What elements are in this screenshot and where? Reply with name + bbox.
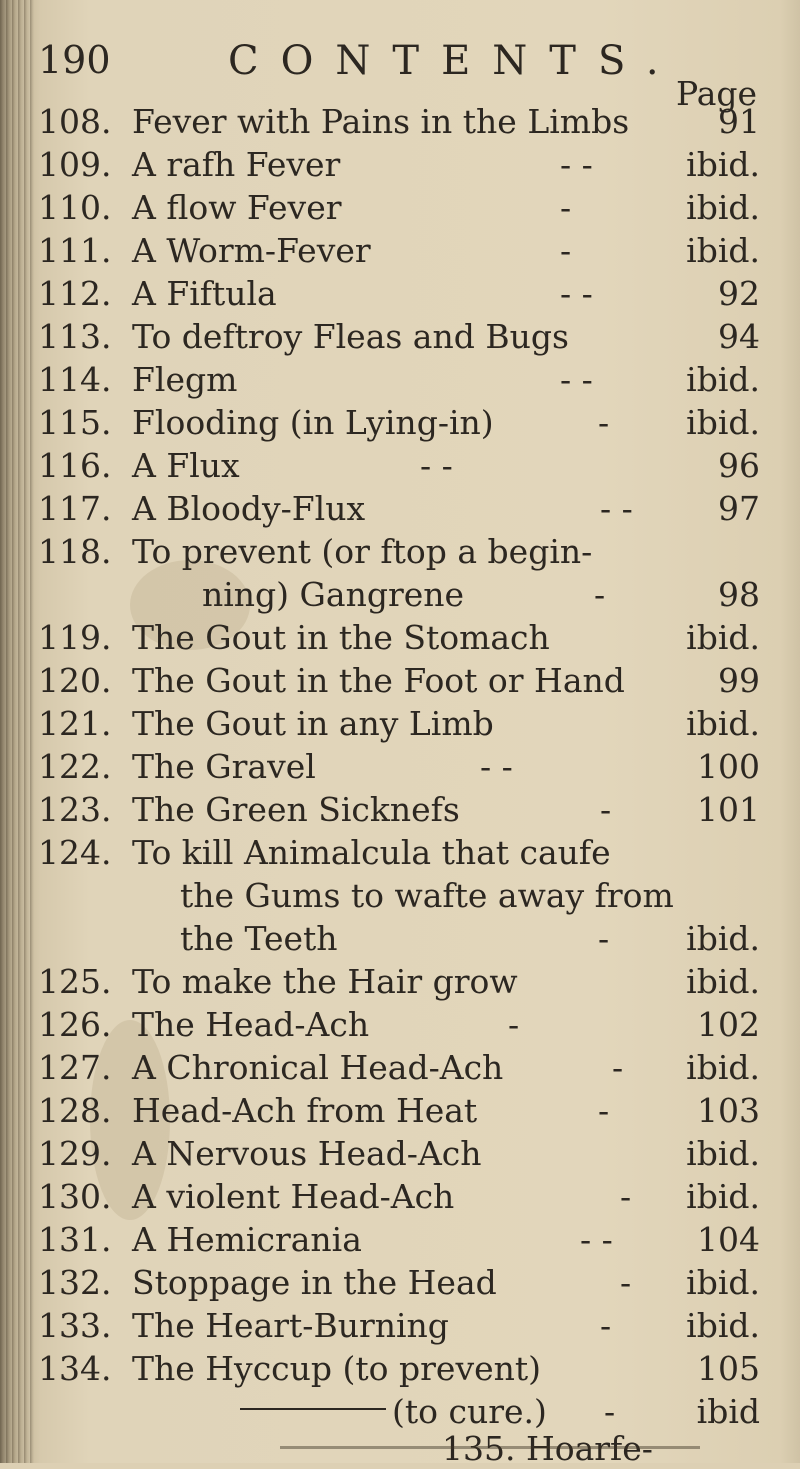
- page-title: CONTENTS.: [228, 38, 681, 84]
- entry-title: Head-Ach from Heat: [132, 1091, 478, 1130]
- entry-title: A Bloody-Flux: [132, 489, 366, 528]
- entry-title: (to cure.): [392, 1392, 547, 1431]
- entry-leader: - -: [560, 145, 593, 184]
- entry-title-continued: the Teeth: [180, 919, 338, 958]
- entry-title: To deftroy Fleas and Bugs: [132, 317, 569, 356]
- entry-title-continued: ning) Gangrene: [202, 575, 465, 614]
- entry-page: 100: [697, 747, 760, 786]
- entry-number: 111.: [38, 231, 112, 270]
- list-item: [0, 960, 800, 1003]
- entry-leader: - -: [420, 446, 453, 485]
- entry-page: 103: [697, 1091, 760, 1130]
- entry-leader: -: [620, 1177, 632, 1216]
- entry-title: The Head-Ach: [132, 1005, 370, 1044]
- entry-page: ibid.: [686, 919, 760, 958]
- entry-title: A Fiftula: [132, 274, 277, 313]
- entry-title: A Nervous Head-Ach: [132, 1134, 482, 1173]
- entry-page: 92: [718, 274, 760, 313]
- page-bottom-edge: [280, 1446, 700, 1449]
- entry-leader: -: [612, 1048, 624, 1087]
- entry-title: The Green Sicknefs: [132, 790, 460, 829]
- entry-number: 121.: [38, 704, 112, 743]
- entry-title: A flow Fever: [132, 188, 342, 227]
- entry-page: ibid.: [686, 145, 760, 184]
- entry-number: 110.: [38, 188, 112, 227]
- entry-page: ibid.: [686, 704, 760, 743]
- entry-title: The Gout in any Limb: [132, 704, 494, 743]
- list-item: [0, 272, 800, 315]
- entry-title: A violent Head-Ach: [132, 1177, 455, 1216]
- list-item: [0, 788, 800, 831]
- entry-page: 99: [718, 661, 760, 700]
- entry-page: 102: [697, 1005, 760, 1044]
- entry-number: 125.: [38, 962, 112, 1001]
- list-item: [0, 702, 800, 745]
- page-column-label: Page: [676, 74, 758, 113]
- entry-leader: -: [560, 231, 572, 270]
- entry-leader: - -: [600, 489, 633, 528]
- entry-leader: -: [508, 1005, 520, 1044]
- entry-number: 127.: [38, 1048, 112, 1087]
- entry-title: To make the Hair grow: [132, 962, 518, 1001]
- entry-title: Flooding (in Lying-in): [132, 403, 494, 442]
- entry-number: 132.: [38, 1263, 112, 1302]
- page-number: 190: [38, 38, 111, 82]
- entry-number: 113.: [38, 317, 112, 356]
- entry-page: 105: [697, 1349, 760, 1388]
- entry-number: 122.: [38, 747, 112, 786]
- entry-leader: - -: [480, 747, 513, 786]
- entry-number: 114.: [38, 360, 112, 399]
- list-item: [0, 487, 800, 530]
- list-item: [0, 444, 800, 487]
- entry-number: 134.: [38, 1349, 112, 1388]
- entry-number: 119.: [38, 618, 112, 657]
- entry-title: The Gravel: [132, 747, 316, 786]
- entry-page: ibid.: [686, 231, 760, 270]
- entry-leader: -: [600, 1306, 612, 1345]
- entry-page: 91: [718, 102, 760, 141]
- entry-number: 120.: [38, 661, 112, 700]
- entry-number: 133.: [38, 1306, 112, 1345]
- entry-number: 108.: [38, 102, 112, 141]
- entry-title: The Hyccup (to prevent): [132, 1349, 542, 1388]
- entry-title: To prevent (or ftop a begin-: [132, 532, 593, 571]
- entry-page: 94: [718, 317, 760, 356]
- entry-title: Stoppage in the Head: [132, 1263, 497, 1302]
- entry-leader: -: [620, 1263, 632, 1302]
- list-item: [0, 229, 800, 272]
- entry-title: The Gout in the Foot or Hand: [132, 661, 625, 700]
- list-item: [0, 530, 800, 573]
- list-item-continuation: [0, 874, 800, 917]
- entry-leader: -: [594, 575, 606, 614]
- list-item: [0, 1347, 800, 1390]
- entry-page: ibid.: [686, 188, 760, 227]
- entry-title: A Worm-Fever: [132, 231, 371, 270]
- entry-leader: - -: [560, 360, 593, 399]
- entry-page: ibid.: [686, 403, 760, 442]
- entry-number: 124.: [38, 833, 112, 872]
- entry-title-continued: the Gums to wafte away from: [180, 876, 674, 915]
- list-item: [0, 1390, 800, 1433]
- entry-page: ibid.: [686, 1048, 760, 1087]
- entry-page: ibid.: [686, 618, 760, 657]
- entry-leader: -: [598, 1091, 610, 1130]
- entry-title: To kill Animalcula that caufe: [132, 833, 611, 872]
- list-item: [0, 143, 800, 186]
- entry-leader: -: [560, 188, 572, 227]
- entry-number: 126.: [38, 1005, 112, 1044]
- entry-leader: -: [598, 403, 610, 442]
- list-item: [0, 1261, 800, 1304]
- entry-page: ibid.: [686, 962, 760, 1001]
- entry-title: Flegm: [132, 360, 238, 399]
- entry-number: 112.: [38, 274, 112, 313]
- entry-title: A rafh Fever: [132, 145, 341, 184]
- entry-page: 96: [718, 446, 760, 485]
- entry-title: A Hemicrania: [132, 1220, 362, 1259]
- entry-number: 118.: [38, 532, 112, 571]
- entry-title: The Heart-Burning: [132, 1306, 449, 1345]
- entry-number: 128.: [38, 1091, 112, 1130]
- entry-title: A Chronical Head-Ach: [132, 1048, 504, 1087]
- list-item: [0, 1218, 800, 1261]
- list-item: [0, 315, 800, 358]
- entry-page: 97: [718, 489, 760, 528]
- entry-number: 109.: [38, 145, 112, 184]
- list-item: [0, 1175, 800, 1218]
- list-item: [0, 401, 800, 444]
- entry-title: Fever with Pains in the Limbs: [132, 102, 630, 141]
- entry-page: ibid.: [686, 1177, 760, 1216]
- list-item: [0, 616, 800, 659]
- entry-leader: -: [600, 790, 612, 829]
- list-item: [0, 1304, 800, 1347]
- list-item: [0, 1003, 800, 1046]
- entry-leader: - -: [560, 274, 593, 313]
- entry-page: ibid.: [686, 1134, 760, 1173]
- list-item: [0, 659, 800, 702]
- entry-number: 115.: [38, 403, 112, 442]
- entry-title: The Gout in the Stomach: [132, 618, 550, 657]
- entry-page: 98: [718, 575, 760, 614]
- list-item: [0, 1046, 800, 1089]
- list-item: [0, 100, 800, 143]
- list-item: [0, 358, 800, 401]
- entry-number: 129.: [38, 1134, 112, 1173]
- list-item: [0, 745, 800, 788]
- list-item-continuation: [0, 917, 800, 960]
- entry-number: 123.: [38, 790, 112, 829]
- entry-number: 130.: [38, 1177, 112, 1216]
- entry-page: 104: [697, 1220, 760, 1259]
- entry-leader: -: [604, 1392, 616, 1431]
- entry-number: 117.: [38, 489, 112, 528]
- list-item: [0, 1132, 800, 1175]
- list-item: [0, 1089, 800, 1132]
- entry-number: 116.: [38, 446, 112, 485]
- entry-leader: -: [598, 919, 610, 958]
- list-item: [0, 831, 800, 874]
- entry-page: ibid.: [686, 360, 760, 399]
- list-item-continuation: [0, 573, 800, 616]
- entry-page: ibid.: [686, 1263, 760, 1302]
- ditto-rule: [240, 1408, 386, 1410]
- entry-title: A Flux: [132, 446, 240, 485]
- entry-leader: - -: [580, 1220, 613, 1259]
- list-item: [0, 186, 800, 229]
- entry-number: 131.: [38, 1220, 112, 1259]
- entry-page: ibid: [696, 1392, 760, 1431]
- entry-page: ibid.: [686, 1306, 760, 1345]
- catchword: 135. Hoarfe-: [442, 1429, 653, 1468]
- entry-page: 101: [697, 790, 760, 829]
